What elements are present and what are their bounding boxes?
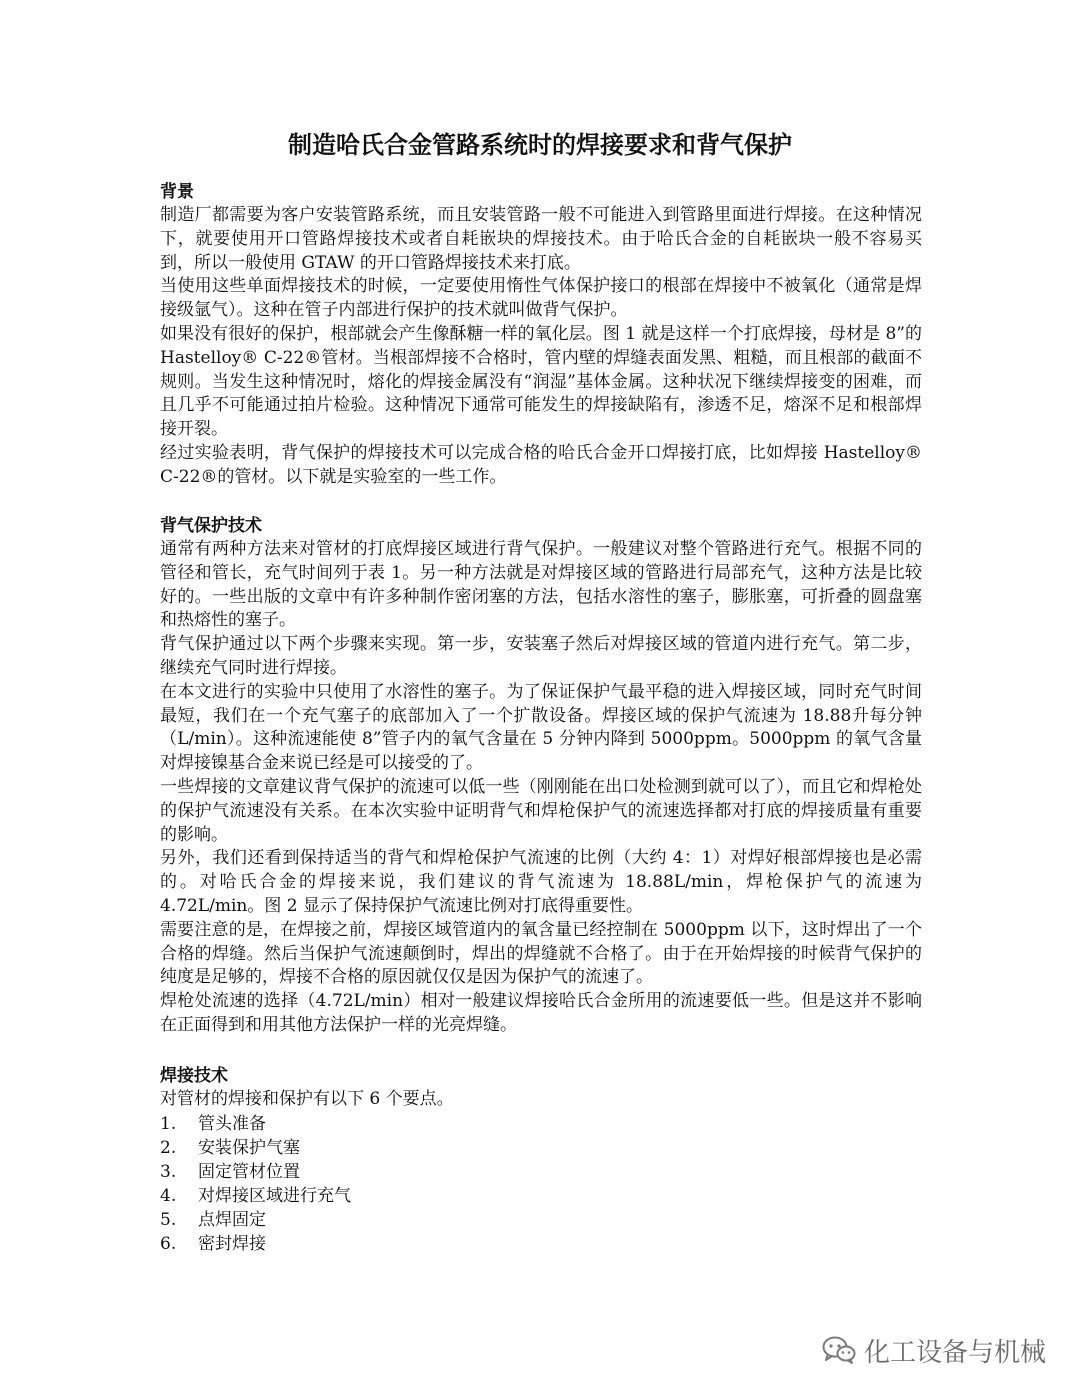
section-heading: 焊接技术 (160, 1066, 228, 1086)
paragraph: 经过实验表明，背气保护的焊接技术可以完成合格的哈氏合金开口焊接打底，比如焊接 Hastelloy® C-22®的管材。以下就是实验室的一些工作。 (160, 442, 922, 487)
paragraph: 一些焊接的文章建议背气保护的流速可以低一些（刚刚能在出口处检测到就可以了），而且它和焊枪处的保护气流速没有关系。在本次实验中证明背气和焊枪保护气的流速选择都对打底的焊接质量有重要的影响。 (160, 776, 922, 845)
watermark (822, 1330, 1046, 1370)
paragraph: 另外，我们还看到保持适当的背气和焊枪保护气流速的比例（大约 4：1）对焊好根部焊接也是必需的。对哈氏合金的焊接来说，我们建议的背气流速为 18.88L/min，焊枪保护气的流速为 4.72L/min。图 2 显示了保持保护气流速比例对打底得重要性。 (160, 848, 922, 916)
section-heading: 背气保护技术 (160, 516, 262, 536)
list-item (160, 1208, 922, 1232)
list-item (160, 1160, 922, 1184)
section-welding-technique (160, 1064, 922, 1256)
list-number: 1. (160, 1113, 177, 1134)
wechat-icon (822, 1335, 856, 1365)
list-text: 点焊固定 (198, 1209, 266, 1230)
list-text: 对焊接区域进行充气 (198, 1185, 351, 1206)
paragraph: 在本文进行的实验中只使用了水溶性的塞子。为了保证保护气最平稳的进入焊接区域，同时充气时间最短，我们在一个充气塞子的底部加入了一个扩散设备。焊接区域的保护气流速为 18.88升每分钟（L/min）。这种流速能使 8”管子内的氧气含量在 5 分钟内降到 5000ppm。5000ppm 的氧气含量对焊接镍基合金来说已经是可以接受的了。 (160, 681, 922, 774)
paragraph: 制造厂都需要为客户安装管路系统，而且安装管路一般不可能进入到管路里面进行焊接。在这种情况下，就要使用开口管路焊接技术或者自耗嵌块的焊接技术。由于哈氏合金的自耗嵌块一般不容易买到，所以一般使用 GTAW 的开口管路焊接技术来打底。 (160, 205, 922, 273)
list-text: 密封焊接 (198, 1233, 266, 1254)
list-number: 6. (160, 1233, 177, 1254)
paragraph: 通常有两种方法来对管材的打底焊接区域进行背气保护。一般建议对整个管路进行充气。根据不同的管径和管长，充气时间列于表 1。另一种方法就是对焊接区域的管路进行局部充气，这种方法是比较好的。一些出版的文章中有许多种制作密闭塞的方法，包括水溶性的塞子，膨胀塞，可折叠的圆盘塞和热熔性的塞子。 (160, 539, 922, 631)
paragraph: 当使用这些单面焊接技术的时候，一定要使用惰性气体保护接口的根部在焊接中不被氧化（通常是焊接级氩气）。这种在管子内部进行保护的技术就叫做背气保护。 (160, 276, 922, 321)
paragraph: 如果没有很好的保护，根部就会产生像酥糖一样的氧化层。图 1 就是这样一个打底焊接，母材是 8”的 Hastelloy® C-22®管材。当根部焊接不合格时，管内壁的焊缝表面发黑、粗糙，而且根部的截面不规则。当发生这种情况时，熔化的焊接金属没有“润湿”基体金属。这种状况下继续焊接变的困难，而且几乎不可能通过拍片检验。这种情况下通常可能发生的焊接缺陷有，渗透不足，熔深不足和根部焊接开裂。 (160, 323, 922, 440)
list-text: 管头准备 (198, 1113, 266, 1134)
section-back-purging (160, 514, 922, 1038)
list-item (160, 1184, 922, 1208)
paragraph: 对管材的焊接和保护有以下 6 个要点。 (160, 1089, 454, 1109)
list-item (160, 1112, 922, 1136)
key-points-list (160, 1112, 922, 1256)
list-item (160, 1136, 922, 1160)
list-item (160, 1232, 922, 1256)
document-title: 制造哈氏合金管路系统时的焊接要求和背气保护 (288, 130, 792, 159)
paragraph: 背气保护通过以下两个步骤来实现。第一步，安装塞子然后对焊接区域的管道内进行充气。第二步，继续充气同时进行焊接。 (160, 634, 922, 678)
list-number: 5. (160, 1209, 177, 1230)
list-number: 2. (160, 1137, 177, 1158)
section-background (160, 180, 922, 490)
list-number: 4. (160, 1185, 177, 1206)
paragraph: 需要注意的是，在焊接之前，焊接区域管道内的氧含量已经控制在 5000ppm 以下，这时焊出了一个合格的焊缝。然后当保护气流速颠倒时，焊出的焊缝就不合格了。由于在开始焊接的时候背气保护的纯度是足够的，焊接不合格的原因就仅仅是因为保护气的流速了。 (160, 919, 922, 988)
watermark-text: 化工设备与机械 (863, 1337, 1046, 1368)
list-text: 固定管材位置 (198, 1161, 300, 1182)
list-number: 3. (160, 1161, 177, 1182)
paragraph: 焊枪处流速的选择（4.72L/min）相对一般建议焊接哈氏合金所用的流速要低一些。但是这并不影响在正面得到和用其他方法保护一样的光亮焊缝。 (160, 991, 922, 1035)
list-text: 安装保护气塞 (198, 1137, 300, 1158)
section-heading: 背景 (160, 182, 194, 202)
